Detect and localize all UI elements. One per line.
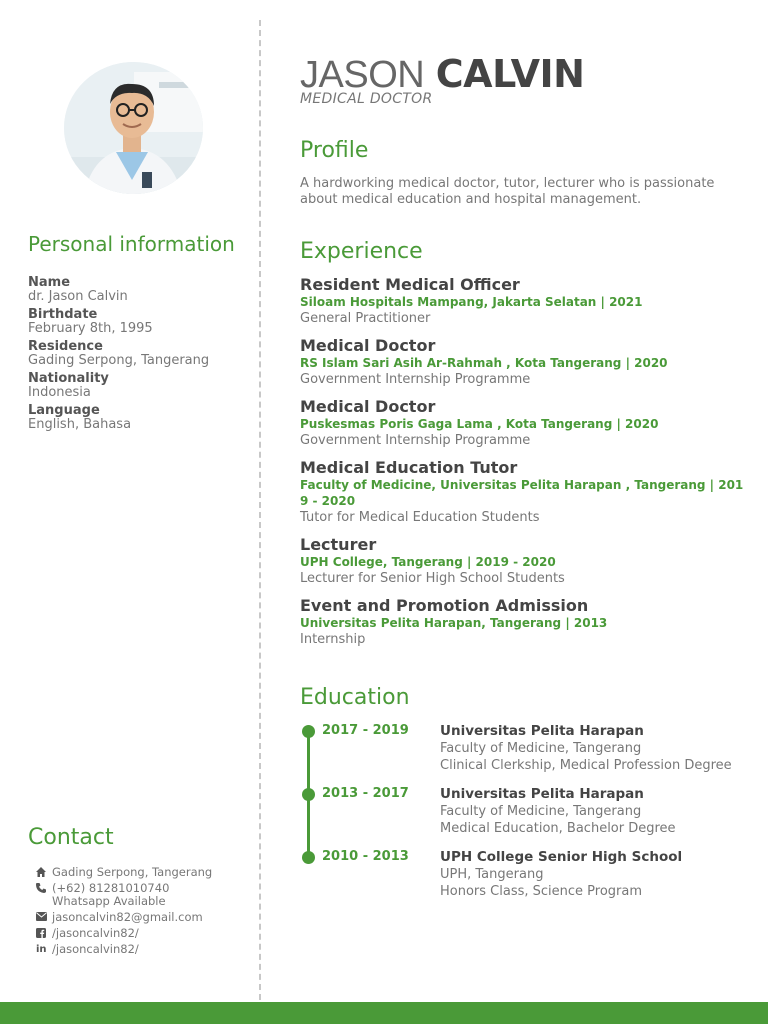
personal-field	[28, 340, 248, 368]
profile-heading: Profile	[300, 138, 369, 163]
contact-facebook	[36, 927, 246, 940]
job-org: RS Islam Sari Asih Ar-Rahmah , Kota Tangerang | 2020	[300, 356, 668, 370]
job-entry	[300, 459, 745, 527]
first-name: JASON	[300, 54, 425, 96]
job-org: Siloam Hospitals Mampang, Jakarta Selatan | 2021	[300, 295, 643, 309]
job-desc: Tutor for Medical Education Students	[300, 510, 540, 525]
timeline-dot	[302, 725, 315, 738]
edu-degree: Honors Class, Science Program	[440, 884, 643, 899]
edu-degree: Medical Education, Bachelor Degree	[440, 821, 676, 836]
personal-info-heading: Personal information	[28, 232, 235, 256]
job-title: Medical Doctor	[300, 336, 436, 355]
job-entry	[300, 276, 745, 328]
field-value: February 8th, 1995	[28, 321, 153, 336]
job-desc: Lecturer for Senior High School Students	[300, 571, 565, 586]
contact-phone	[36, 882, 246, 908]
edu-years: 2013 - 2017	[322, 786, 409, 801]
doctor-portrait-image	[64, 62, 203, 194]
job-title: Resident Medical Officer	[300, 275, 520, 294]
experience-heading: Experience	[300, 239, 423, 264]
job-entry	[300, 597, 745, 649]
field-label: Birthdate	[28, 307, 98, 322]
field-value: English, Bahasa	[28, 417, 132, 432]
job-title: Medical Education Tutor	[300, 458, 518, 477]
phone-icon	[36, 882, 52, 893]
timeline-dot	[302, 788, 315, 801]
personal-field	[28, 276, 248, 304]
field-label: Residence	[28, 339, 103, 354]
email-link[interactable]: jasoncalvin82@gmail.com	[52, 910, 203, 924]
edu-faculty: Faculty of Medicine, Tangerang	[440, 804, 642, 819]
linkedin-icon: in	[36, 944, 47, 955]
edu-years: 2017 - 2019	[322, 723, 409, 738]
job-org: Puskesmas Poris Gaga Lama , Kota Tangerang | 2020	[300, 417, 659, 431]
personal-field	[28, 308, 248, 336]
field-value: dr. Jason Calvin	[28, 289, 128, 304]
personal-info-list	[28, 272, 248, 432]
job-title: Lecturer	[300, 535, 377, 554]
edu-faculty: Faculty of Medicine, Tangerang	[440, 741, 642, 756]
profile-text: A hardworking medical doctor, tutor, lecturer who is passionate about medical education and hospital management.	[300, 176, 715, 207]
job-role: MEDICAL DOCTOR	[300, 91, 433, 107]
last-name: CALVIN	[435, 52, 585, 96]
contact-email	[36, 911, 246, 924]
edu-degree: Clinical Clerkship, Medical Profession Degree	[440, 758, 732, 773]
profile-photo	[64, 62, 203, 194]
footer-accent-bar	[0, 1002, 768, 1024]
job-title: Medical Doctor	[300, 397, 436, 416]
field-value: Indonesia	[28, 385, 91, 400]
job-org: UPH College, Tangerang | 2019 - 2020	[300, 555, 556, 569]
job-entry	[300, 536, 745, 588]
field-label: Language	[28, 403, 100, 418]
contact-heading: Contact	[28, 825, 114, 850]
column-divider	[259, 20, 261, 1000]
job-desc: Government Internship Programme	[300, 433, 531, 448]
contact-address	[36, 866, 246, 879]
edu-school: Universitas Pelita Harapan	[440, 723, 644, 739]
mail-icon	[36, 911, 52, 921]
phone-note: Whatsapp Available	[52, 894, 166, 908]
timeline-dot	[302, 851, 315, 864]
job-desc: Internship	[300, 632, 366, 647]
edu-years: 2010 - 2013	[322, 849, 409, 864]
job-entry	[300, 398, 745, 450]
education-heading: Education	[300, 685, 410, 710]
facebook-link[interactable]: /jasoncalvin82/	[52, 926, 139, 940]
job-desc: Government Internship Programme	[300, 372, 531, 387]
experience-list	[300, 276, 745, 658]
contact-linkedin	[36, 943, 246, 956]
header	[300, 52, 584, 107]
personal-field	[28, 404, 248, 432]
job-org: Universitas Pelita Harapan, Tangerang | 2013	[300, 616, 608, 630]
phone-text[interactable]: (+62) 81281010740	[52, 881, 170, 895]
edu-school: Universitas Pelita Harapan	[440, 786, 644, 802]
linkedin-link[interactable]: /jasoncalvin82/	[52, 942, 139, 956]
personal-field	[28, 372, 248, 400]
job-org: Faculty of Medicine, Universitas Pelita Harapan , Tangerang | 2019 - 2020	[300, 478, 744, 508]
home-icon	[36, 866, 52, 877]
field-label: Name	[28, 275, 71, 290]
address-text: Gading Serpong, Tangerang	[52, 865, 213, 879]
job-title: Event and Promotion Admission	[300, 596, 589, 615]
facebook-icon	[36, 927, 52, 938]
field-label: Nationality	[28, 371, 109, 386]
contact-list	[36, 866, 246, 959]
job-entry	[300, 337, 745, 389]
edu-faculty: UPH, Tangerang	[440, 867, 544, 882]
field-value: Gading Serpong, Tangerang	[28, 353, 210, 368]
job-desc: General Practitioner	[300, 311, 431, 326]
edu-school: UPH College Senior High School	[440, 849, 683, 865]
